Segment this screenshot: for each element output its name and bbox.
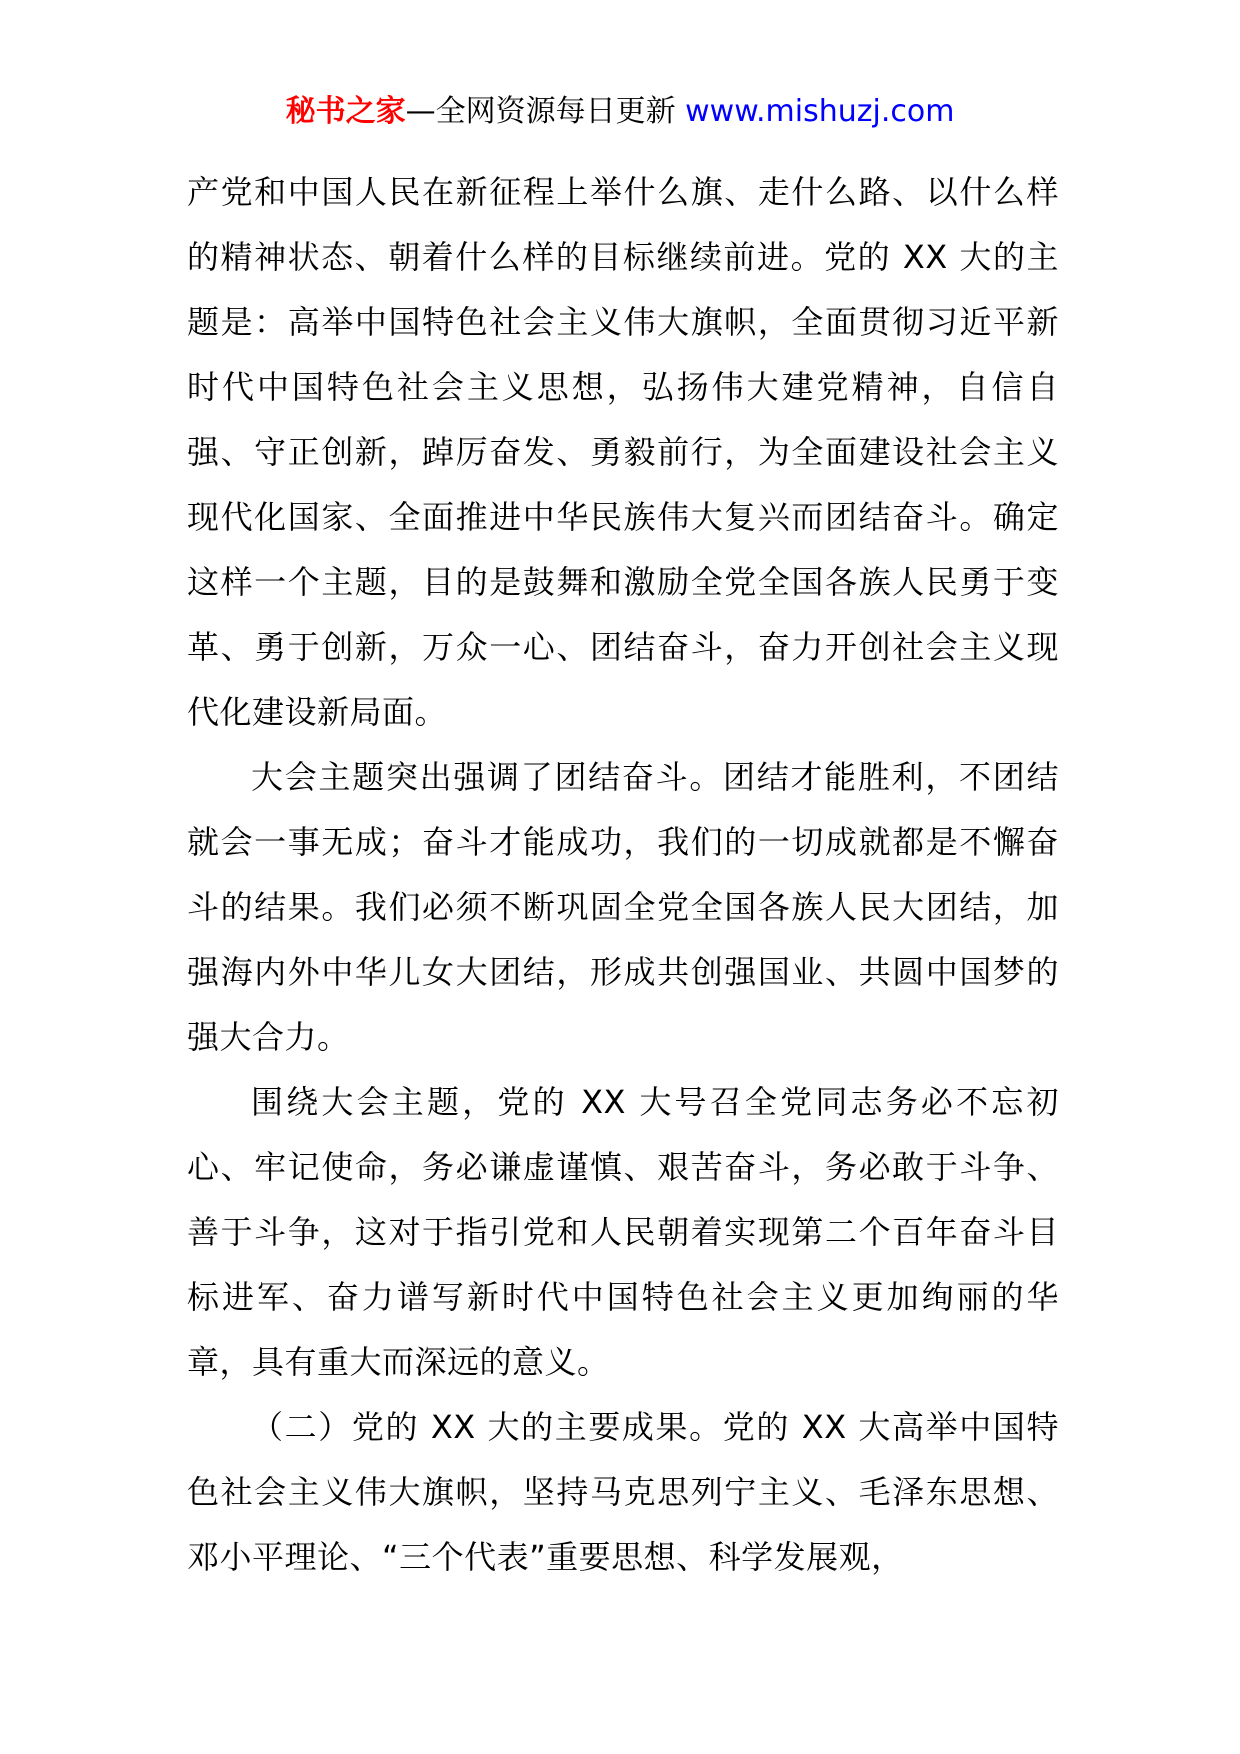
site-tagline: —全网资源每日更新	[405, 94, 676, 129]
paragraph-call-to-action: 围绕大会主题，党的 XX 大号召全党同志务必不忘初心、牢记使命，务必谦虚谨慎、艰苦奋斗，务必敢于斗争、善于斗争，这对于指引党和人民朝着实现第二个百年奋斗目标进军、奋力谱写新时代中国特色社会主义更加绚丽的华章，具有重大而深远的意义。	[187, 1083, 1059, 1381]
site-brand: 秘书之家	[285, 94, 406, 129]
paragraph-continuation: 产党和中国人民在新征程上举什么旗、走什么路、以什么样的精神状态、朝着什么样的目标继续前进。党的 XX 大的主题是：高举中国特色社会主义伟大旗帜，全面贯彻习近平新时代中国特色社会主义思想，弘扬伟大建党精神，自信自强、守正创新，踔厉奋发、勇毅前行，为全面建设社会主义现代化国家、全面推进中华民族伟大复兴而团结奋斗。确定这样一个主题，目的是鼓舞和激励全党全国各族人民勇于变革、勇于创新，万众一心、团结奋斗，奋力开创社会主义现代化建设新局面。	[187, 173, 1059, 731]
page-header	[0, 92, 1240, 132]
document-body	[187, 160, 1059, 1590]
paragraph-unity: 大会主题突出强调了团结奋斗。团结才能胜利，不团结就会一事无成；奋斗才能成功，我们的一切成就都是不懈奋斗的结果。我们必须不断巩固全党全国各族人民大团结，加强海内外中华儿女大团结，形成共创强国业、共圆中国梦的强大合力。	[187, 758, 1059, 1056]
paragraph-section-two: （二）党的 XX 大的主要成果。党的 XX 大高举中国特色社会主义伟大旗帜，坚持马克思列宁主义、毛泽东思想、邓小平理论、“三个代表”重要思想、科学发展观，	[187, 1408, 1059, 1576]
site-url-link[interactable]: www.mishuzj.com	[685, 94, 955, 129]
